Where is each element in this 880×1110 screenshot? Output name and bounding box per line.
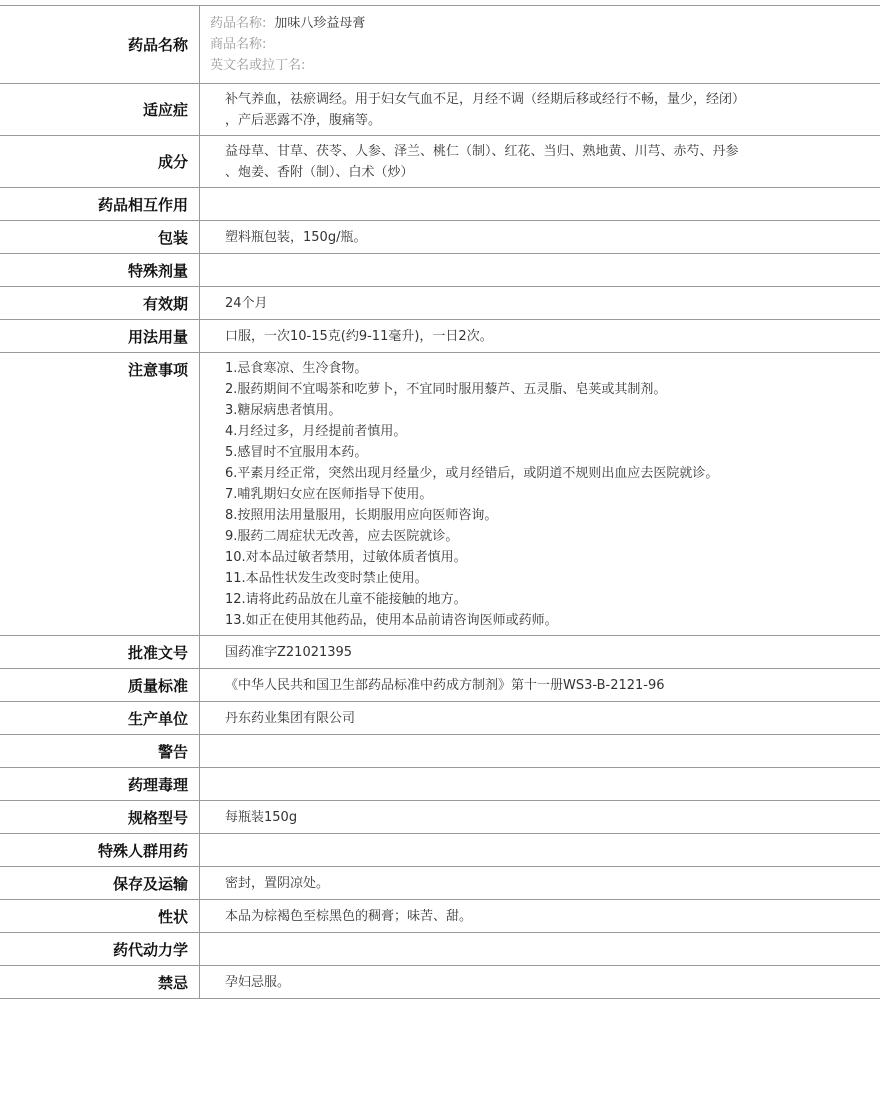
storage-value: 密封，置阴凉处。: [225, 875, 330, 891]
drug-name-cell: [200, 6, 880, 83]
indication-value: [200, 84, 880, 135]
interaction-value: [200, 188, 880, 220]
row-indication: [0, 84, 880, 136]
trade-name-line: [210, 34, 870, 55]
row-label: 生产单位: [0, 702, 200, 734]
text-line: 补气养血，祛瘀调经。用于妇女气血不足，月经不调（经期后移或经行不畅，量少，经闭）: [225, 92, 746, 107]
row-label: 有效期: [0, 287, 200, 319]
note-item: 7.哺乳期妇女应在医师指导下使用。: [225, 487, 433, 502]
manufacturer-value: 丹东药业集团有限公司: [225, 710, 356, 726]
text-line: ，产后恶露不净，腹痛等。: [225, 113, 382, 128]
warning-value: [200, 735, 880, 767]
ingredients-value: [200, 136, 880, 187]
english-name-line: [210, 55, 870, 76]
row-manufacturer: [0, 702, 880, 735]
row-approval: [0, 636, 880, 669]
generic-name-key: 药品名称:: [210, 16, 267, 31]
note-item: 6.平素月经正常，突然出现月经量少，或月经错后，或阴道不规则出血应去医院就诊。: [225, 466, 719, 481]
row-label: 用法用量: [0, 320, 200, 352]
special-dose-value: [200, 254, 880, 286]
row-usage: [0, 320, 880, 353]
row-label: 保存及运输: [0, 867, 200, 899]
row-label: 质量标准: [0, 669, 200, 701]
row-label: 禁忌: [0, 966, 200, 998]
row-label: 注意事项: [0, 353, 200, 635]
row-label: 警告: [0, 735, 200, 767]
row-storage: [0, 867, 880, 900]
special-population-value: [200, 834, 880, 866]
row-contraindication: [0, 966, 880, 999]
row-pharmacokinetics: [0, 933, 880, 966]
approval-value: 国药准字Z21021395: [225, 644, 353, 660]
row-label: 规格型号: [0, 801, 200, 833]
row-label: 药代动力学: [0, 933, 200, 965]
note-item: 13.如正在使用其他药品，使用本品前请咨询医师或药师。: [225, 613, 558, 628]
row-interaction: [0, 188, 880, 221]
standard-value: 《中华人民共和国卫生部药品标准中药成方制剂》第十一册WS3-B-2121-96: [225, 677, 665, 693]
note-item: 2.服药期间不宜喝茶和吃萝卜，不宜同时服用藜芦、五灵脂、皂荚或其制剂。: [225, 382, 667, 397]
row-label: 特殊剂量: [0, 254, 200, 286]
row-warning: [0, 735, 880, 768]
drug-info-table: [0, 5, 880, 999]
row-label: 药品名称: [0, 6, 200, 83]
row-label: 药品相互作用: [0, 188, 200, 220]
note-item: 1.忌食寒凉、生冷食物。: [225, 361, 368, 376]
shelf-life-value: 24个月: [225, 295, 268, 311]
row-notes: [0, 353, 880, 636]
note-item: 11.本品性状发生改变时禁止使用。: [225, 571, 428, 586]
row-toxicology: [0, 768, 880, 801]
note-item: 12.请将此药品放在儿童不能接触的地方。: [225, 592, 467, 607]
note-item: 10.对本品过敏者禁用，过敏体质者慎用。: [225, 550, 467, 565]
row-label: 性状: [0, 900, 200, 932]
description-value: 本品为棕褐色至棕黑色的稠膏；味苦、甜。: [225, 908, 473, 924]
row-label: 药理毒理: [0, 768, 200, 800]
contraindication-value: 孕妇忌服。: [225, 974, 291, 990]
row-shelf-life: [0, 287, 880, 320]
spec-value: 每瓶装150g: [225, 809, 298, 825]
text-line: 益母草、甘草、茯苓、人参、泽兰、桃仁（制）、红花、当归、熟地黄、川芎、赤芍、丹参: [225, 144, 739, 159]
english-name-key: 英文名或拉丁名:: [210, 58, 306, 73]
row-label: 适应症: [0, 84, 200, 135]
note-item: 8.按照用法用量服用，长期服用应向医师咨询。: [225, 508, 498, 523]
row-ingredients: [0, 136, 880, 188]
note-item: 3.糖尿病患者慎用。: [225, 403, 342, 418]
package-value: 塑料瓶包装，150g/瓶。: [225, 229, 367, 245]
row-label: 特殊人群用药: [0, 834, 200, 866]
pharmacokinetics-value: [200, 933, 880, 965]
row-label: 批准文号: [0, 636, 200, 668]
text-line: 、炮姜、香附（制）、白术（炒）: [225, 165, 414, 180]
row-label: 成分: [0, 136, 200, 187]
toxicology-value: [200, 768, 880, 800]
usage-value: 口服，一次10-15克(约9-11毫升)，一日2次。: [225, 328, 493, 344]
note-item: 9.服药二周症状无改善，应去医院就诊。: [225, 529, 459, 544]
row-package: [0, 221, 880, 254]
row-spec: [0, 801, 880, 834]
generic-name-line: [210, 13, 870, 34]
note-item: 5.感冒时不宜服用本药。: [225, 445, 368, 460]
notes-value: [200, 353, 880, 635]
row-special-population: [0, 834, 880, 867]
generic-name-value: 加味八珍益母膏: [274, 16, 366, 31]
note-item: 4.月经过多，月经提前者慎用。: [225, 424, 407, 439]
row-label: 包装: [0, 221, 200, 253]
row-description: [0, 900, 880, 933]
row-special-dose: [0, 254, 880, 287]
row-drug-name: [0, 6, 880, 84]
trade-name-key: 商品名称:: [210, 37, 267, 52]
row-standard: [0, 669, 880, 702]
